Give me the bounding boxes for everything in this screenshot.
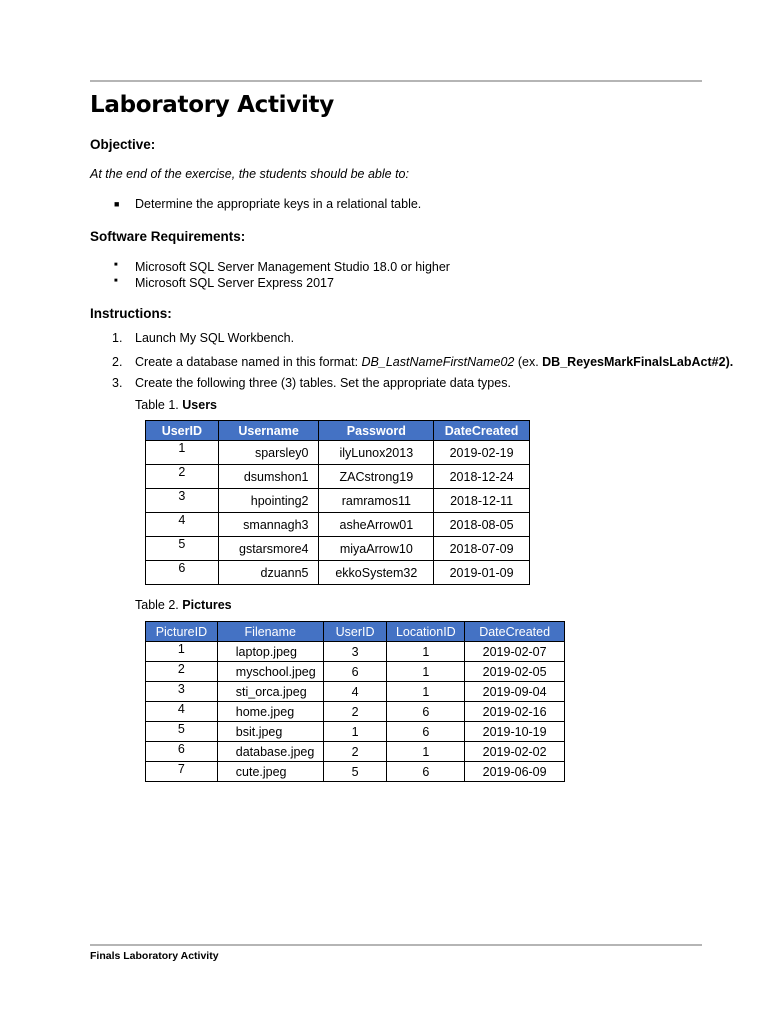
footer-rule xyxy=(90,944,702,946)
table-row: 4 home.jpeg 2 6 2019-02-16 xyxy=(146,702,565,722)
table-row: 6 dzuann5 ekkoSystem32 2019-01-09 xyxy=(146,561,530,585)
table-row: 5 gstarsmore4 miyaArrow10 2018-07-09 xyxy=(146,537,530,561)
objective-heading: Objective: xyxy=(90,137,156,152)
table2-caption: Table 2. Pictures xyxy=(135,598,232,612)
table-row: 3 hpointing2 ramramos11 2018-12-11 xyxy=(146,489,530,513)
page-title: Laboratory Activity xyxy=(90,92,334,118)
column-header: LocationID xyxy=(387,622,465,642)
table-header-row xyxy=(146,421,530,441)
square-bullet-icon: ■ xyxy=(114,199,120,209)
table-row: 7 cute.jpeg 5 6 2019-06-09 xyxy=(146,762,565,782)
software-item: Microsoft SQL Server Management Studio 18.0 or higher xyxy=(135,260,450,274)
users-table xyxy=(145,420,530,585)
column-header: DateCreated xyxy=(465,622,565,642)
column-header: PictureID xyxy=(146,622,218,642)
table-row: 1 sparsley0 ilyLunox2013 2019-02-19 xyxy=(146,441,530,465)
objective-item: Determine the appropriate keys in a relational table. xyxy=(135,197,422,211)
square-bullet-icon: ■ xyxy=(114,278,118,284)
step-number: 1. xyxy=(112,331,123,345)
column-header: UserID xyxy=(323,622,387,642)
step-number: 3. xyxy=(112,376,123,390)
table-row: 2 dsumshon1 ZACstrong19 2018-12-24 xyxy=(146,465,530,489)
table-row: 2 myschool.jpeg 6 1 2019-02-05 xyxy=(146,662,565,682)
step-text: Create a database named in this format: DB_LastNameFirstName02 (ex. DB_ReyesMarkFinalsLabAct#2). xyxy=(135,355,734,369)
page-footer: Finals Laboratory Activity xyxy=(90,950,219,962)
square-bullet-icon: ■ xyxy=(114,262,118,268)
table-row: 6 database.jpeg 2 1 2019-02-02 xyxy=(146,742,565,762)
table-row: 4 smannagh3 asheArrow01 2018-08-05 xyxy=(146,513,530,537)
table1-caption: Table 1. Users xyxy=(135,398,218,412)
step-text: Create the following three (3) tables. Set the appropriate data types. xyxy=(135,376,511,390)
step-number: 2. xyxy=(112,355,123,369)
db-name-format: DB_LastNameFirstName02 xyxy=(361,355,515,369)
table-row: 3 sti_orca.jpeg 4 1 2019-09-04 xyxy=(146,682,565,702)
header-rule xyxy=(90,80,702,82)
instructions-heading: Instructions: xyxy=(90,306,172,321)
software-heading: Software Requirements: xyxy=(90,229,246,244)
column-header: Filename xyxy=(217,622,323,642)
column-header: Password xyxy=(319,421,434,441)
column-header: UserID xyxy=(146,421,219,441)
table-row: 5 bsit.jpeg 1 6 2019-10-19 xyxy=(146,722,565,742)
column-header: Username xyxy=(218,421,319,441)
db-name-example: DB_ReyesMarkFinalsLabAct#2). xyxy=(542,355,734,369)
table-header-row xyxy=(146,622,565,642)
column-header: DateCreated xyxy=(434,421,530,441)
pictures-table xyxy=(145,621,565,782)
table-row: 1 laptop.jpeg 3 1 2019-02-07 xyxy=(146,642,565,662)
step-text: Launch My SQL Workbench. xyxy=(135,331,295,345)
objective-intro: At the end of the exercise, the students should be able to: xyxy=(90,167,409,181)
software-item: Microsoft SQL Server Express 2017 xyxy=(135,276,334,290)
